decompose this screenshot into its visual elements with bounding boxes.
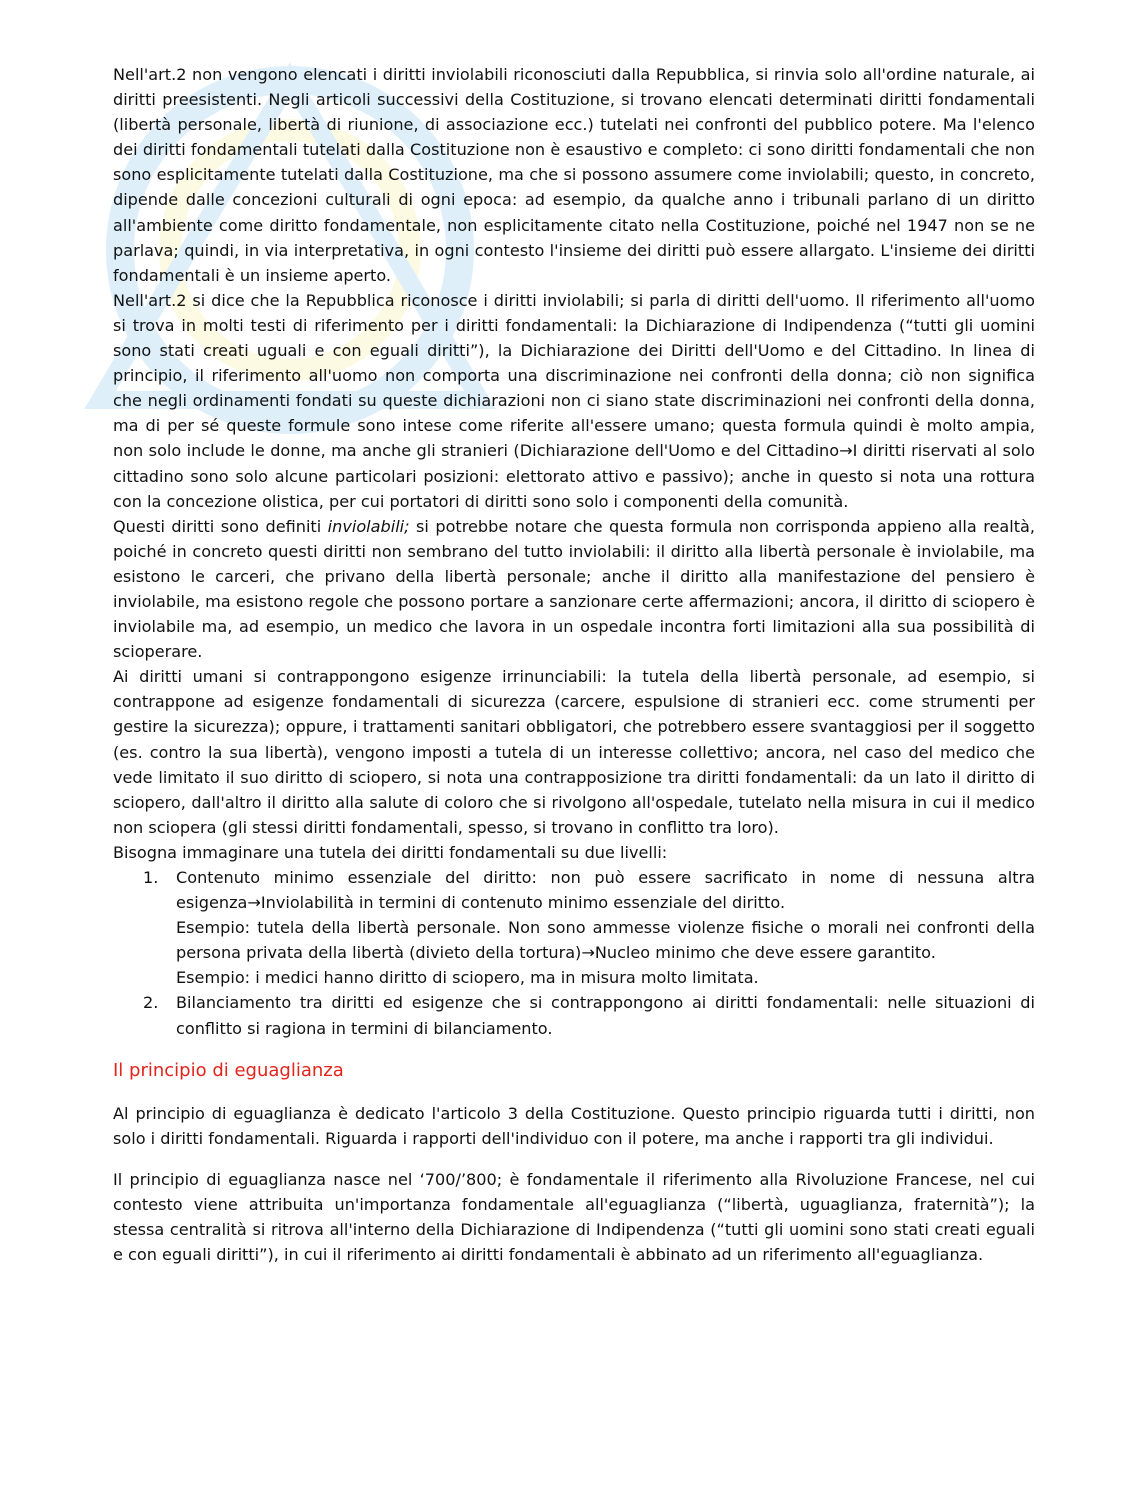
example-1: Esempio: tutela della libertà personale. Non sono ammesse violenze fisiche o morali nei confronti della persona privata della libertà (divieto della tortura)→Nucleo minimo che deve essere garantito. — [176, 918, 1035, 963]
numbered-list — [113, 865, 1035, 1041]
paragraph-4: Ai diritti umani si contrappongono esigenze irrinunciabili: la tutela della libertà personale, ad esempio, si contrappone ad esigenze fondamentali di sicurezza (carcere, espulsione di stranieri ecc. come strumenti per gestire la sicurezza); oppure, i trattamenti sanitari obbligatori, che potrebbero essere svantaggiosi per il soggetto (es. contro la sua libertà), vengono imposti a tutela di un interesse collettivo; ancora, nel caso del medico che vede limitato il suo diritto di sciopero, si nota una contrapposizione tra diritti fondamentali: da un lato il diritto di sciopero, dall'altro il diritto alla salute di coloro che si rivolgono all'ospedale, tutelato nella misura in cui il medico non sciopera (gli stessi diritti fondamentali, spesso, si trovano in conflitto tra loro). — [113, 667, 1035, 837]
paragraph-5: Bisogna immaginare una tutela dei diritti fondamentali su due livelli: — [113, 842, 668, 862]
paragraph-3: Questi diritti sono definiti inviolabili; si potrebbe notare che questa formula non corrisponda appieno alla realtà, poiché in concreto questi diritti non sembrano del tutto inviolabili: il diritto alla libertà personale è inviolabile, ma esistono le carceri, che privano della libertà personale; anche il diritto alla manifestazione del pensiero è inviolabile, ma esistono regole che possono portare a sanzionare certe affermazioni; ancora, il diritto di sciopero è inviolabile ma, ad esempio, un medico che lavora in un ospedale incontra forti limitazioni alla sua possibilità di scioperare. — [113, 516, 1035, 662]
arrow-icon: → — [839, 441, 853, 461]
arrow-icon: → — [247, 893, 261, 913]
list-number: 1. — [143, 868, 159, 887]
emphasis-inviolabili: inviolabili; — [327, 516, 410, 536]
list-item: 1. Contenuto minimo essenziale del diritto: non può essere sacrificato in nome di nessuna altra esigenza→Inviolabilità in termini di contenuto minimo essenziale del diritto. Esempio: tutela della libertà personale. Non sono ammesse violenze fisiche o morali nei confronti della persona privata della libertà (divieto della tortura)→Nucleo minimo che deve essere garantito. Esempio: i medici hanno diritto di sciopero, ma in misura molto limitata. — [113, 865, 1035, 990]
paragraph-2: Nell'art.2 si dice che la Repubblica riconosce i diritti inviolabili; si parla di diritti dell'uomo. Il riferimento all'uomo si trova in molti testi di riferimento per i diritti fondamentali: la Dichiarazione di Indipendenza (“tutti gli uomini sono stati creati uguali e con eguali diritti”), la Dichiarazione dei Diritti dell'Uomo e del Cittadino. In linea di principio, il riferimento all'uomo non comporta una discriminazione nei confronti della donna; ciò non significa che negli ordinamenti fondati su queste dichiarazioni non ci siano state discriminazioni nei confronti della donna, ma di per sé queste formule sono intese come riferite all'essere umano; questa formula quindi è molto ampia, non solo include le donne, ma anche gli stranieri (Dichiarazione dell'Uomo e del Cittadino→I diritti riservati al solo cittadino sono solo alcune particolari posizioni: elettorato attivo e passivo); anche in questo si nota una rottura con la concezione olistica, per cui portatori di diritti sono solo i componenti della comunità. — [113, 290, 1035, 511]
section-heading: Il principio di eguaglianza — [113, 1059, 344, 1081]
document-page — [113, 62, 1035, 1267]
arrow-icon: → — [581, 943, 595, 963]
paragraph-1: Nell'art.2 non vengono elencati i diritti inviolabili riconosciuti dalla Repubblica, si rinvia solo all'ordine naturale, ai diritti preesistenti. Negli articoli successivi della Costituzione, si trovano elencati determinati diritti fondamentali (libertà personale, libertà di riunione, di associazione ecc.) tutelati nei confronti del pubblico potere. Ma l'elenco dei diritti fondamentali tutelati dalla Costituzione non è esaustivo e completo: ci sono diritti fondamentali che non sono esplicitamente tutelati dalla Costituzione, ma che si possono assumere come inviolabili; questo, in concreto, dipende dalle concezioni culturali di ogni epoca: ad esempio, da qualche anno i tribunali parlano di un diritto all'ambiente come diritto fondamentale, non esplicitamente citato nella Costituzione, poiché nel 1947 non se ne parlava; quindi, in via interpretativa, in ogni contesto l'insieme dei diritti può essere allargato. L'insieme dei diritti fondamentali è un insieme aperto. — [113, 65, 1035, 285]
section-paragraph-2: Il principio di eguaglianza nasce nel ‘700/’800; è fondamentale il riferimento alla Rivoluzione Francese, nel cui contesto viene attribuita un'importanza fondamentale all'eguaglianza (“libertà, uguaglianza, fraternità”); la stessa centralità si ritrova all'interno della Dichiarazione di Indipendenza (“tutti gli uomini sono stati creati eguali e con eguali diritti”), in cui il riferimento ai diritti fondamentali è abbinato ad un riferimento all'eguaglianza. — [113, 1169, 1035, 1265]
list-number: 2. — [143, 993, 159, 1013]
section-paragraph-1: Al principio di eguaglianza è dedicato l'articolo 3 della Costituzione. Questo principio riguarda tutti i diritti, non solo i diritti fondamentali. Riguarda i rapporti dell'individuo con il potere, ma anche i rapporti tra gli individui. — [113, 1103, 1035, 1148]
list-item: 2. Bilanciamento tra diritti ed esigenze che si contrappongono ai diritti fondamentali: nelle situazioni di conflitto si ragiona in termini di bilanciamento. — [113, 990, 1035, 1040]
example-2: Esempio: i medici hanno diritto di sciopero, ma in misura molto limitata. — [176, 968, 759, 988]
